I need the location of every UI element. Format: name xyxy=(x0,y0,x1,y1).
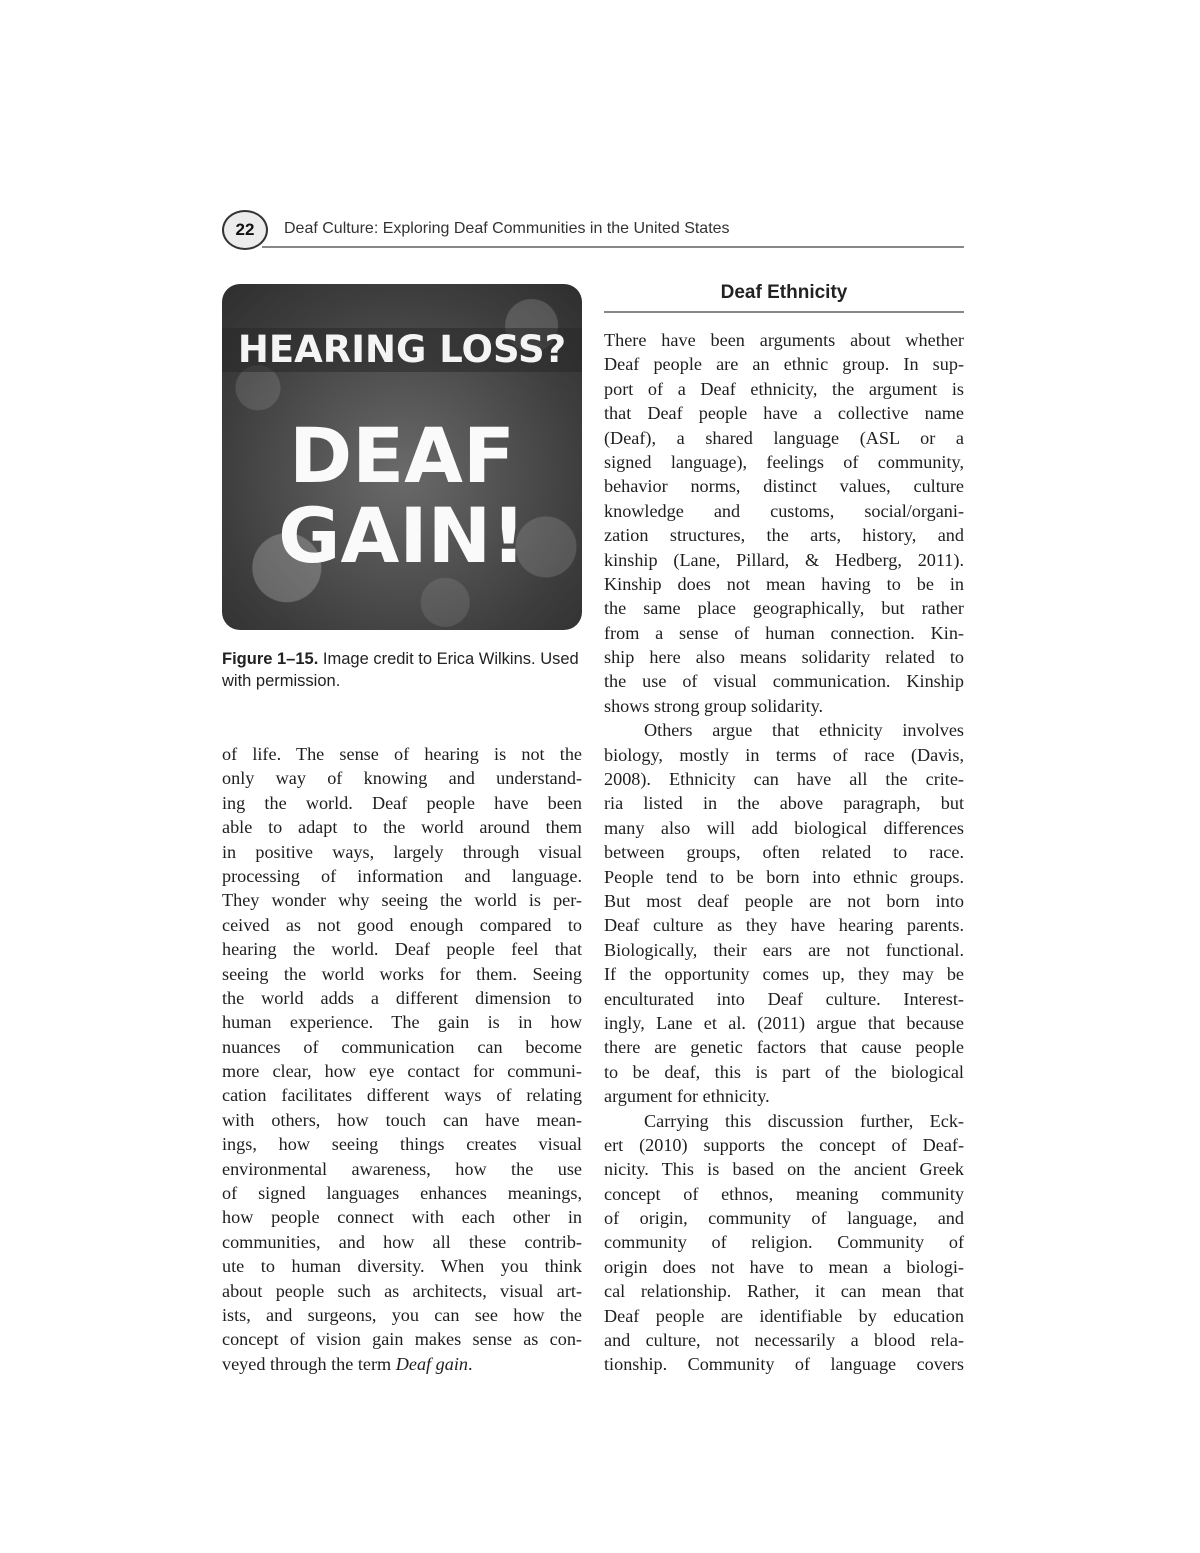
running-header xyxy=(222,210,964,250)
text-line: ert (2010) supports the concept of Deaf- xyxy=(604,1134,964,1155)
text-line: port of a Deaf ethnicity, the argument is xyxy=(604,378,964,399)
left-column-text xyxy=(222,742,582,1376)
text-line: But most deaf people are not born into xyxy=(604,890,964,911)
text-line: argument for ethnicity. xyxy=(604,1086,770,1107)
text-line: how people connect with each other in xyxy=(222,1207,582,1228)
right-column-text xyxy=(604,328,964,1377)
text-line: and culture, not necessarily a blood rela- xyxy=(604,1330,964,1351)
text-line: the same place geographically, but rather xyxy=(604,598,964,619)
text-line: ceived as not good enough compared to xyxy=(222,914,582,935)
text-line: They wonder why seeing the world is per- xyxy=(222,890,582,911)
text-line: many also will add biological differences xyxy=(604,817,964,838)
text-line: concept of vision gain makes sense as con- xyxy=(222,1329,582,1350)
text-line: communities, and how all these contrib- xyxy=(222,1231,582,1252)
text-line: that Deaf people have a collective name xyxy=(604,403,964,424)
text-line: Kinship does not mean having to be in xyxy=(604,573,964,594)
text-line: Deaf people are an ethnic group. In sup- xyxy=(604,354,964,375)
last-line-prefix: veyed through the term xyxy=(222,1353,396,1374)
paragraph-1 xyxy=(604,328,964,718)
text-line: zation structures, the arts, history, and xyxy=(604,525,964,546)
text-line: Carrying this discussion further, Eck- xyxy=(644,1110,964,1131)
text-line: between groups, often related to race. xyxy=(604,842,964,863)
text-line: knowledge and customs, social/organi- xyxy=(604,500,964,521)
text-line: more clear, how eye contact for communi- xyxy=(222,1061,582,1082)
text-line: the use of visual communication. Kinship xyxy=(604,671,964,692)
text-line: Others argue that ethnicity involves xyxy=(644,720,964,741)
text-line: tionship. Community of language covers xyxy=(604,1354,964,1375)
figure-text-gain: GAIN! xyxy=(278,491,526,580)
running-title: Deaf Culture: Exploring Deaf Communities in the United States xyxy=(284,220,730,237)
text-line: biology, mostly in terms of race (Davis, xyxy=(604,744,964,765)
text-line: ria listed in the above paragraph, but xyxy=(604,793,964,814)
text-line: enculturated into Deaf culture. Interest- xyxy=(604,988,964,1009)
paragraph-2 xyxy=(604,718,964,1108)
text-line: able to adapt to the world around them xyxy=(222,817,582,838)
text-line: the world adds a different dimension to xyxy=(222,987,582,1008)
text-line: nuances of communication can become xyxy=(222,1036,582,1057)
text-line: from a sense of human connection. Kin- xyxy=(604,622,964,643)
text-line: kinship (Lane, Pillard, & Hedberg, 2011). xyxy=(604,549,964,570)
text-line: about people such as architects, visual art- xyxy=(222,1280,582,1301)
paragraph-3 xyxy=(604,1109,964,1377)
text-line: Biologically, their ears are not functional. xyxy=(604,939,964,960)
text-line: ute to human diversity. When you think xyxy=(222,1256,582,1277)
text-line: concept of ethnos, meaning community xyxy=(604,1183,964,1204)
text-line: environmental awareness, how the use xyxy=(222,1158,582,1179)
text-line: to be deaf, this is part of the biological xyxy=(604,1061,964,1082)
text-line: human experience. The gain is in how xyxy=(222,1012,582,1033)
text-line: only way of knowing and understand- xyxy=(222,768,582,789)
figure-caption-label: Figure 1–15. xyxy=(222,650,319,668)
text-line: of life. The sense of hearing is not the xyxy=(222,744,582,764)
text-line: ings, how seeing things creates visual xyxy=(222,1134,582,1155)
text-line: community of religion. Community of xyxy=(604,1232,964,1253)
text-line: with others, how touch can have mean- xyxy=(222,1109,582,1130)
text-line: 2008). Ethnicity can have all the crite- xyxy=(604,769,964,790)
last-line-suffix: . xyxy=(468,1353,473,1374)
header-rule xyxy=(262,246,964,248)
figure-text-deaf: DEAF xyxy=(289,411,515,500)
text-line: ingly, Lane et al. (2011) argue that because xyxy=(604,1012,964,1033)
text-line: origin does not have to mean a biologi- xyxy=(604,1256,964,1277)
text-line: ing the world. Deaf people have been xyxy=(222,792,582,813)
text-line: There have been arguments about whether xyxy=(604,330,964,350)
deaf-gain-term: Deaf gain xyxy=(395,1353,468,1374)
text-line: signed language), feelings of community, xyxy=(604,451,964,472)
text-line: hearing the world. Deaf people feel that xyxy=(222,939,582,960)
text-line: cation facilitates different ways of relating xyxy=(222,1085,582,1106)
page-number: 22 xyxy=(222,210,268,250)
text-line: People tend to be born into ethnic groups. xyxy=(604,866,964,887)
text-line: Deaf people are identifiable by education xyxy=(604,1305,964,1326)
text-line: nicity. This is based on the ancient Greek xyxy=(604,1159,964,1180)
text-line: seeing the world works for them. Seeing xyxy=(222,963,582,984)
text-line: Deaf culture as they have hearing parents. xyxy=(604,915,964,936)
text-line: of origin, community of language, and xyxy=(604,1208,964,1229)
text-line: in positive ways, largely through visual xyxy=(222,841,582,862)
text-line: shows strong group solidarity. xyxy=(604,695,824,716)
figure-text-hearing-loss: HEARING LOSS? xyxy=(237,328,567,371)
figure-caption-text: Image credit to Erica Wilkins. Used with permission. xyxy=(222,650,579,690)
text-line: cal relationship. Rather, it can mean that xyxy=(604,1281,964,1302)
text-line: behavior norms, distinct values, culture xyxy=(604,476,964,497)
text-line: ists, and surgeons, you can see how the xyxy=(222,1304,582,1325)
text-line: ship here also means solidarity related to xyxy=(604,647,964,668)
figure-image xyxy=(222,284,582,630)
text-line-last xyxy=(222,1352,582,1376)
text-line: there are genetic factors that cause people xyxy=(604,1037,964,1058)
section-heading-rule xyxy=(604,311,964,313)
text-line: If the opportunity comes up, they may be xyxy=(604,964,964,985)
text-line: processing of information and language. xyxy=(222,865,582,886)
text-line: of signed languages enhances meanings, xyxy=(222,1183,582,1204)
section-heading: Deaf Ethnicity xyxy=(720,282,848,303)
figure-caption xyxy=(222,648,592,692)
text-line: (Deaf), a shared language (ASL or a xyxy=(604,427,964,448)
